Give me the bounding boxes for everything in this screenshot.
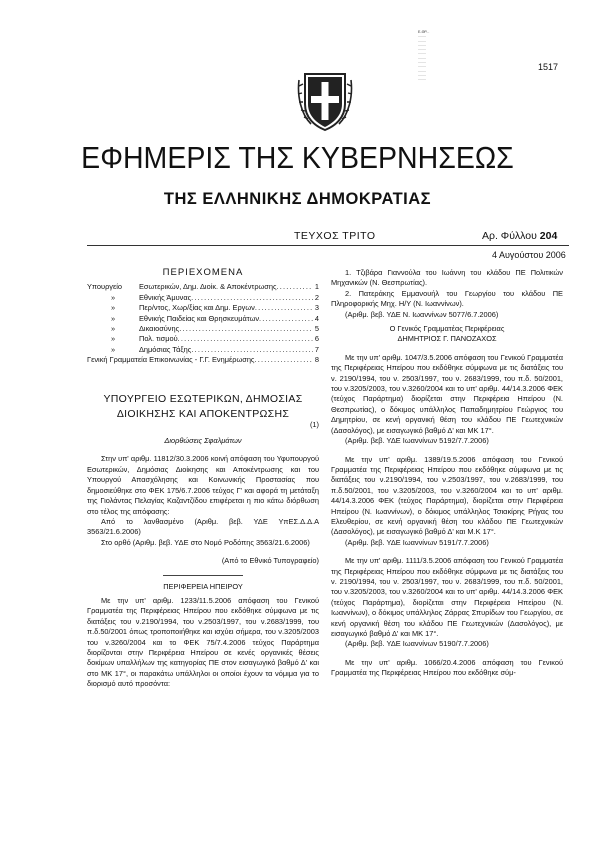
toc-ditto: » — [110, 292, 116, 302]
toc-ditto: » — [110, 334, 116, 344]
right-column — [331, 268, 563, 679]
gazette-subtitle: ΤΗΣ ΕΛΛΗΝΙΚΗΣ ΔΗΜΟΚΡΑΤΙΑΣ — [163, 190, 432, 208]
region-title: ΠΕΡΙΦΕΡΕΙΑ ΗΠΕΙΡΟΥ — [163, 581, 243, 591]
signature-role: Ο Γενικός Γραμματέας Περιφέρειας — [389, 324, 505, 334]
toc-ministry: Υπουργείο — [87, 282, 123, 292]
stamp-line: ........ — [418, 47, 426, 52]
toc-text: Γενική Γραμματεία Επικοινωνίας - Γ.Γ. Ενημέρωσης — [87, 355, 255, 365]
stamp-line: ........ — [418, 34, 426, 39]
paragraph: Με την υπ' αριθμ. 1047/3.5.2006 απόφαση του Γενικού Γραμματέα της Περιφέρειας Ηπείρου που εκδόθηκε σύμφωνα με τις διατάξεις του ν. 2190/1994, του ν. 2503/1997, του ν. 2683/1999, του π.δ. 50/2001, του ν.3205/2003, του ν.3260/2004 και το υπ' αριθμ. 44/14.3.2006 ΦΕΚ (τεύχος Παράρτημα) διορίζεται στην Περιφέρεια Ηπείρου (Ν. Θεσπρωτίας), ο δόκιμος υπάλληλος Παπαδημητρίου Γεώργιος του Δημητρίου, σε κενή οργανική θέση του κλάδου ΠΕ Γεωτεχνικών (Δασολόγος), με εισαγωγικό βαθμό Δ' και ΜΚ 17°. — [331, 352, 563, 435]
toc-number: 2 — [314, 292, 319, 302]
toc-text: Πολ. τισμού — [139, 334, 178, 344]
signature-name: ΔΗΜΗΤΡΙΟΣ Γ. ΠΑΝΟΖΑΧΟΣ — [397, 334, 497, 344]
toc-row[interactable] — [87, 293, 319, 303]
toc-number: 5 — [314, 324, 319, 334]
toc-row[interactable] — [87, 334, 319, 344]
sheet-label: Αρ. Φύλλου — [482, 230, 537, 242]
header-stamp — [418, 30, 476, 82]
contents-list — [87, 282, 319, 365]
stamp-line: ........ — [418, 42, 426, 47]
corrections-heading: Διορθώσεις Σφαλμάτων — [164, 436, 242, 446]
paragraph: Με την υπ' αριθμ. 1233/11.5.2006 απόφαση του Γενικού Γραμματέα της Περιφέρειας Ηπείρου που εκδόθηκε σύμφωνα με τις διατάξεις του ν.2190/1994, του ν.2503/1997, του ν.2683/1999, του π.δ.50/2001 όπως τροποποιήθηκε και ισχύει σήμερα, του ν.3205/2003 του ν.3260/2004 και το ΦΕΚ 75/7.4.2006 τεύχος Παράρτημα διορίζονται στην Περιφέρεια Ηπείρου σε κενές οργανικές θέσεις δοκίμων υπαλλήλων της κατηγορίας ΠΕ στον εισαγωγικό βαθμό Δ' και στο ΜΚ 17°, οι παρακάτω υπάλληλοι οι οποίοι έχουν τα νόμιμα για το διορισμό αυτό προσόντα: — [87, 595, 319, 689]
section-title — [87, 392, 319, 422]
toc-row[interactable] — [87, 345, 319, 355]
paragraph: Από το λανθασμένο (Αριθμ. βεβ. ΥΔΕ ΥπΕΣ.Δ.Δ.Α 3563/21.6.2006) — [87, 516, 319, 537]
reference: (Αριθμ. βεβ. ΥΔΕ Ιωαννίνων 5190/7.7.2006) — [345, 639, 489, 649]
page-number: 1517 — [538, 62, 559, 72]
stamp-line: ........ — [418, 51, 426, 56]
paragraph: Με την υπ' αριθμ. 1066/20.4.2006 απόφαση του Γενικού Γραμματέα της Περιφέρειας Ηπείρου που εκδόθηκε σύμ- — [331, 657, 563, 678]
toc-text: Δικαιοσύνης — [139, 324, 180, 334]
issue-date: 4 Αυγούστου 2006 — [492, 250, 566, 260]
paragraph: Στην υπ' αριθμ. 11812/30.3.2006 κοινή απόφαση του Υφυπουργού Εσωτερικών, Δημόσιας Διοίκησης και Αποκέντρωσης και του Υπουργού Απασχόλησης και Κοινωνικής Προστασίας που δημοσιεύθηκε στο ΦΕΚ 175/6.7.2006 τεύχος Γ' και αφορά τη μετάταξη της Γιολάντας Πελαγίας Καζαντζίδου επιφέρεται η πιο κάτω διόρθωση στο τέλος της απόφασης: — [87, 454, 319, 516]
sheet-value: 204 — [539, 230, 558, 242]
reference: (Αριθμ. βεβ. ΥΔΕ Ιωαννίνων 5192/7.7.2006) — [345, 436, 489, 446]
paragraph: Στο ορθό (Αριθμ. βεβ. ΥΔΕ στο Νομό Ροδόπης 3563/21.6.2006) — [101, 537, 310, 547]
stamp-line: ........ — [418, 64, 426, 69]
toc-number: 8 — [314, 355, 319, 365]
toc-text: Εθνικής Παιδείας και Θρησκευμάτων — [139, 313, 260, 323]
toc-ditto: » — [110, 324, 116, 334]
toc-ditto: » — [110, 303, 116, 313]
toc-row[interactable] — [87, 282, 319, 292]
toc-row[interactable] — [87, 303, 319, 313]
contents-title: ΠΕΡΙΕΧΟΜΕΝΑ — [162, 267, 244, 278]
toc-row[interactable] — [87, 324, 319, 334]
stamp-line: ........ — [418, 38, 426, 43]
greek-coat-of-arms-icon — [297, 70, 353, 132]
source-note: (Από το Εθνικό Τυπογραφείο) — [221, 556, 319, 566]
paragraph: Με την υπ' αριθμ. 1111/3.5.2006 απόφαση του Γενικού Γραμματέα της Περιφέρειας Ηπείρου που εκδόθηκε σύμφωνα με τις διατάξεις του ν. 2190/1994, του ν. 2503/1997, του ν. 2683/1999, του π.δ. 50/2001, του ν.3205/2003, του ν.3260/2004 και το υπ' αριθμ. 44/14.3.2006 ΦΕΚ (τεύχος Παράρτημα), διορίζεται στην Περιφέρεια Ηπείρου (Ν. Ιωαννίνων), ο δόκιμος υπάλληλος Ζάρρας Σπυρίδων του Γεωργίου, σε κενή οργανική θέση του κλάδου ΠΕ Γεωτεχνικών (Δασολόγος), με εισαγωγικό βαθμό Δ' και ΜΚ 17°. — [331, 556, 563, 638]
paragraph: 1. Τζιβάρα Γιαννούλα του Ιωάννη του κλάδου ΠΕ Πολιτικών Μηχανικών (Ν. Θεσπρωτίας). — [331, 268, 563, 288]
paragraph: Με την υπ' αριθμ. 1389/19.5.2006 απόφαση του Γενικού Γραμματέα της Περιφέρειας Ηπείρου που εκδόθηκε σύμφωνα με τις διατάξεις του ν.2190/1994, του ν.2503/1997, του ν.2683/1999, του π.δ.50/2001, του ν.3205/2003, του ν.3260/2004 και το υπ' αριθμ. 44/14.3.2006 ΦΕΚ (τεύχος Παράρτημα), διορίζεται στην Περιφέρεια Ηπείρου (Ν. Ιωαννίνων), ο δόκιμος υπάλληλος Τσιακίρης Ρήγας του Ελευθερίου, σε κενή οργανική θέση του κλάδου ΠΕ Γεωτεχνικών (Δασολόγος), με εισαγωγικό βαθμό Δ' και Μ.Κ 17°. — [331, 454, 563, 537]
toc-number: 3 — [314, 303, 319, 313]
stamp-line: ........ — [418, 60, 426, 65]
section-number: (1) — [309, 419, 319, 429]
toc-ditto: » — [110, 313, 116, 323]
sheet-number — [482, 230, 557, 242]
toc-text: Εθνικής Άμυνας — [139, 292, 192, 302]
left-column — [87, 268, 319, 690]
stamp-line: ........ — [418, 55, 426, 60]
gazette-title: ΕΦΗΜΕΡΙΣ ΤΗΣ ΚΥΒΕΡΝΗΣΕΩΣ — [81, 140, 514, 175]
issue-label: ΤΕΥΧΟΣ ΤΡΙΤΟ — [294, 230, 376, 242]
toc-number: 1 — [314, 282, 319, 292]
stamp-line: Ε-ΘΡ... — [418, 30, 430, 34]
stamp-line: ........ — [418, 72, 426, 77]
header-rule — [87, 245, 569, 246]
toc-number: 4 — [314, 313, 319, 323]
toc-text: Δημόσιας Τάξης — [139, 344, 192, 354]
section-title-line: ΔΙΟΙΚΗΣΗΣ ΚΑΙ ΑΠΟΚΕΝΤΡΩΣΗΣ — [116, 407, 290, 420]
paragraph: 2. Πατεράκης Εμμανουήλ του Γεωργίου του κλάδου ΠΕ Πληροφορικής Μηχ. Η/Υ (Ν. Ιωαννίνων). — [331, 288, 563, 309]
reference: (Αριθμ. βεβ. ΥΔΕ Ν. Ιωαννίνων 5077/6.7.2006) — [345, 309, 499, 319]
reference: (Αριθμ. βεβ. ΥΔΕ Ιωαννίνων 5191/7.7.2006) — [345, 537, 489, 547]
toc-ditto: » — [110, 344, 116, 354]
stamp-line: ........ — [418, 68, 426, 73]
section-title-line: ΥΠΟΥΡΓΕΙΟ ΕΣΩΤΕΡΙΚΩΝ, ΔΗΜΟΣΙΑΣ — [103, 392, 303, 405]
separator-rule — [163, 575, 243, 576]
toc-number: 6 — [314, 334, 319, 344]
toc-text: Εσωτερικών, Δημ. Διοίκ. & Αποκέντρωσης — [139, 282, 277, 292]
toc-row[interactable] — [87, 314, 319, 324]
stamp-line: ........ — [418, 77, 426, 82]
toc-text: Περ/ντος, Χωρ/ξίας και Δημ. Εργων — [139, 303, 255, 313]
toc-number: 7 — [314, 344, 319, 354]
toc-row[interactable] — [87, 355, 319, 365]
